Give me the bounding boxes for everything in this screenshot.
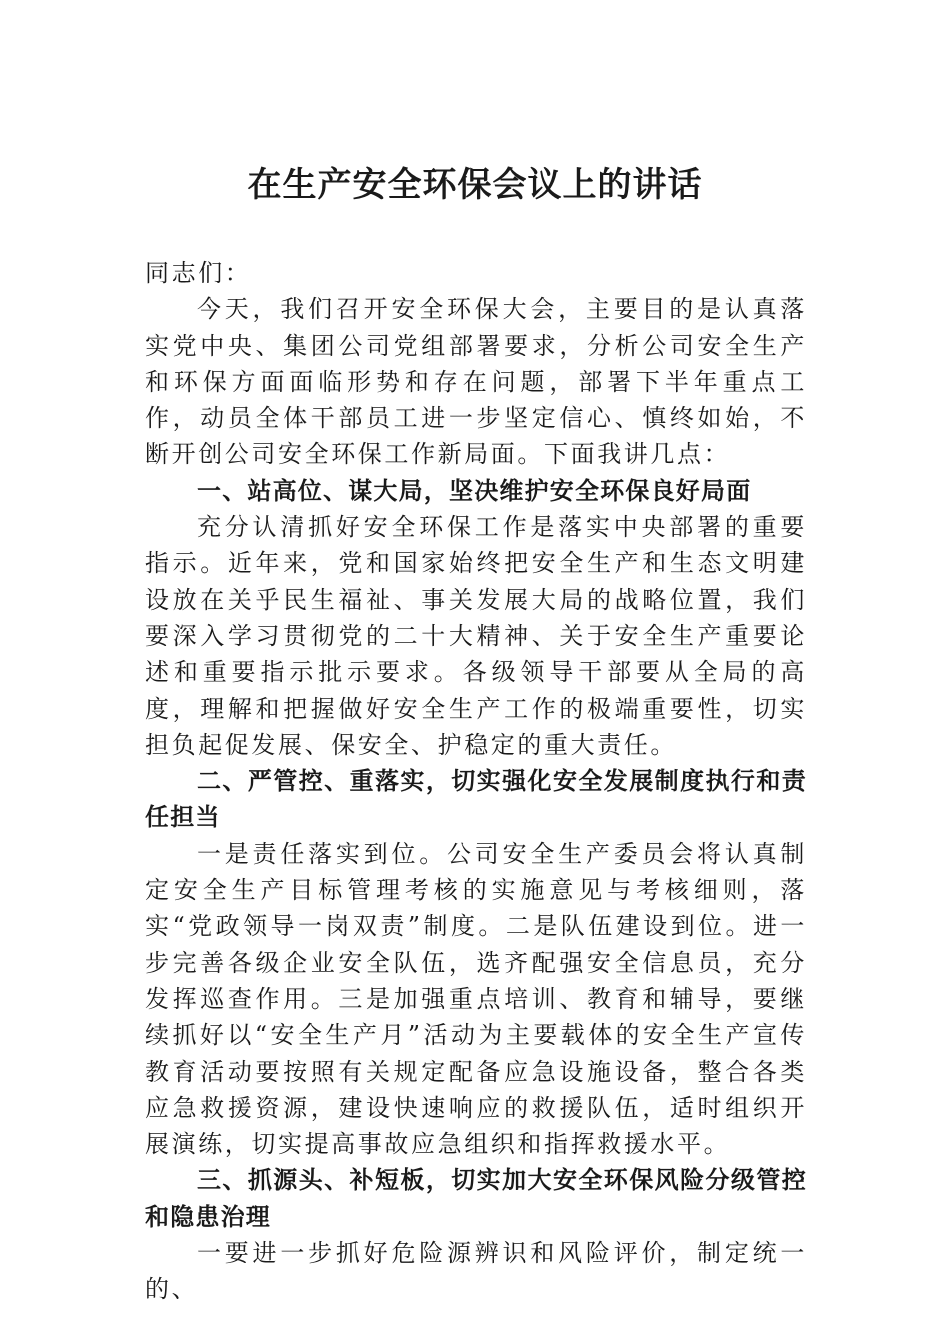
intro-paragraph: 今天，我们召开安全环保大会，主要目的是认真落实党中央、集团公司党组部署要求，分析公司安全生产和环保方面面临形势和存在问题，部署下半年重点工作，动员全体干部员工进一步坚定信心、慎终如始，不断开创公司安全环保工作新局面。下面我讲几点： — [145, 295, 807, 469]
section-2-heading: 二、严管控、重落实，切实强化安全发展制度执行和责任担当 — [145, 767, 807, 832]
section-1-paragraph: 充分认清抓好安全环保工作是落实中央部署的重要指示。近年来，党和国家始终把安全生产和生态文明建设放在关乎民生福祉、事关发展大局的战略位置，我们要深入学习贯彻党的二十大精神、关于安全生产重要论述和重要指示批示要求。各级领导干部要从全局的高度，理解和把握做好安全生产工作的极端重要性，切实担负起促发展、保安全、护稳定的重大责任。 — [145, 513, 807, 759]
section-3-heading: 三、抓源头、补短板，切实加大安全环保风险分级管控和隐患治理 — [145, 1166, 807, 1231]
salutation: 同志们： — [145, 259, 252, 287]
document-page — [145, 0, 807, 1344]
document-body — [145, 255, 807, 1308]
section-1-heading: 一、站高位、谋大局，坚决维护安全环保良好局面 — [197, 476, 752, 505]
section-3-paragraph: 一要进一步抓好危险源辨识和风险评价，制定统一的、 — [145, 1239, 807, 1304]
document-title: 在生产安全环保会议上的讲话 — [247, 165, 703, 205]
section-2-paragraph: 一是责任落实到位。公司安全生产委员会将认真制定安全生产目标管理考核的实施意见与考核细则，落实“党政领导一岗双责”制度。二是队伍建设到位。进一步完善各级企业安全队伍，选齐配强安全信息员，充分发挥巡查作用。三是加强重点培训、教育和辅导，要继续抓好以“安全生产月”活动为主要载体的安全生产宣传教育活动要按照有关规定配备应急设施设备，整合各类应急救援资源，建设快速响应的救援队伍，适时组织开展演练，切实提高事故应急组织和指挥救援水平。 — [145, 839, 807, 1159]
